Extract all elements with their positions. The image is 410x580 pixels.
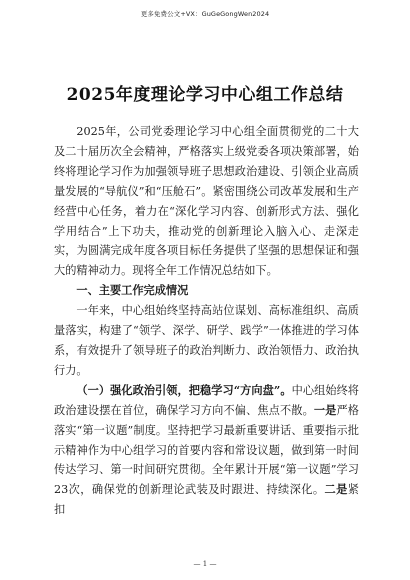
document-title: 2025年度理论学习中心组工作总结 bbox=[66, 85, 344, 105]
intro-paragraph: 2025年，公司党委理论学习中心组全面贯彻党的二十大及二十届历次全会精神，严格落实上级党委各项决策部署，始终将理论学习作为加强领导班子思想政治建设、引领企业高质量发展的“导航仪”和“压舱石”。紧密围绕公司改革发展和生产经营中心任务，着力在“深化学习内容、创新形式方法、强化学用结合”上下功夫，推动党的创新理论入脑入心、走深走实，为圆满完成年度各项目标任务提供了坚强的思想保证和强大的精神动力。现将全年工作情况总结如下。 bbox=[54, 125, 359, 278]
section-heading-1: 一、主要工作完成情况 bbox=[76, 284, 189, 298]
point-marker-1: 一是 bbox=[313, 402, 337, 417]
subsection-1-paragraph bbox=[54, 381, 359, 520]
header-note: 更多免费公文+VX：GuGeGongWen2024 bbox=[140, 10, 270, 18]
subsection-1-text-c: 紧扣 bbox=[54, 483, 359, 517]
subsection-1-text-a: 中心组始终将政治建设摆在首位，确保学习方向不偏、焦点不散。 bbox=[54, 383, 359, 417]
page-number: — 1 — bbox=[193, 560, 217, 568]
subsection-heading-1: （一）强化政治引领，把稳学习“方向盘”。 bbox=[76, 382, 292, 397]
point-marker-2: 二是 bbox=[324, 482, 348, 497]
subsection-1-text-b: 严格落实“第一议题”制度。坚持把学习最新重要讲话、重要指示批示精神作为中心组学习的首要内容和常设议题，做到第一时间传达学习、第一时间研究贯彻。全年累计开展“第一议题”学习23次，确保党的创新理论武装及时跟进、持续深化。 bbox=[54, 403, 359, 497]
section-1-intro-paragraph: 一年来，中心组始终坚持高站位谋划、高标准组织、高质量落实，构建了“领学、深学、研学、践学”一体推进的学习体系，有效提升了领导班子的政治判断力、政治领悟力、政治执行力。 bbox=[54, 304, 359, 377]
document-body bbox=[54, 122, 359, 520]
